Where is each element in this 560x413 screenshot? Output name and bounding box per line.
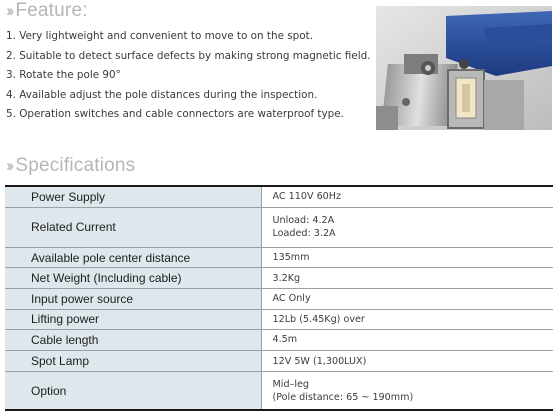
specifications-heading-text: Specifications [15,155,136,176]
spec-value [261,350,553,371]
chevron-right-icon: ›› [6,156,12,175]
spec-value-line: Unload: 4.2A [272,215,335,227]
spec-label: Cable length [5,329,261,350]
spec-value-line: 12V 5W (1,300LUX) [272,355,367,367]
spec-value [261,268,553,289]
spec-value [261,329,553,350]
feature-item: 2. Suitable to detect surface defects by making strong magnetic field. [6,49,371,62]
feature-item: 3. Rotate the pole 90° [6,69,121,81]
spec-label: Lifting power [5,309,261,329]
table-row [5,268,553,289]
spec-value-line: 3.2Kg [272,272,301,284]
spec-label: Available pole center distance [5,248,261,268]
spec-label: Input power source [5,289,261,309]
spec-value [261,248,553,268]
table-row [5,186,553,207]
magnetic-yoke-device-image [376,6,552,130]
spec-value-line: (Pole distance: 65 ~ 190mm) [272,391,414,403]
feature-item: 1. Very lightweight and convenient to move to on the spot. [6,30,314,42]
spec-label: Option [5,372,261,410]
spec-label: Power Supply [5,186,261,207]
spec-value-line: Mid–leg [272,378,309,390]
feature-heading-text: Feature: [15,0,88,21]
specifications-table [5,185,553,411]
spec-value-line: AC 110V 60Hz [272,191,342,203]
feature-list [6,27,371,125]
spec-value-line: 135mm [272,252,310,264]
spec-value [261,309,553,329]
table-row [5,207,553,247]
spec-value [261,186,553,207]
spec-value [261,289,553,309]
table-row [5,329,553,350]
table-row [5,350,553,371]
table-row [5,289,553,309]
specifications-heading [6,155,135,177]
spec-value-line: AC Only [272,293,311,305]
spec-value-line: Loaded: 3.2A [272,228,336,240]
table-row [5,372,553,410]
spec-value-line: 12Lb (5.45Kg) over [272,313,365,325]
feature-heading [6,0,88,22]
chevron-right-icon: ›› [6,1,12,20]
spec-value [261,372,553,410]
feature-item: 5. Operation switches and cable connectors are waterproof type. [6,108,344,120]
spec-label: Related Current [5,207,261,247]
spec-value [261,207,553,247]
table-row [5,309,553,329]
feature-item: 4. Available adjust the pole distances during the inspection. [6,88,318,101]
table-row [5,248,553,268]
spec-label: Net Weight (Including cable) [5,268,261,289]
spec-value-line: 4.5m [272,334,298,346]
spec-label: Spot Lamp [5,350,261,371]
product-photo [376,6,552,130]
